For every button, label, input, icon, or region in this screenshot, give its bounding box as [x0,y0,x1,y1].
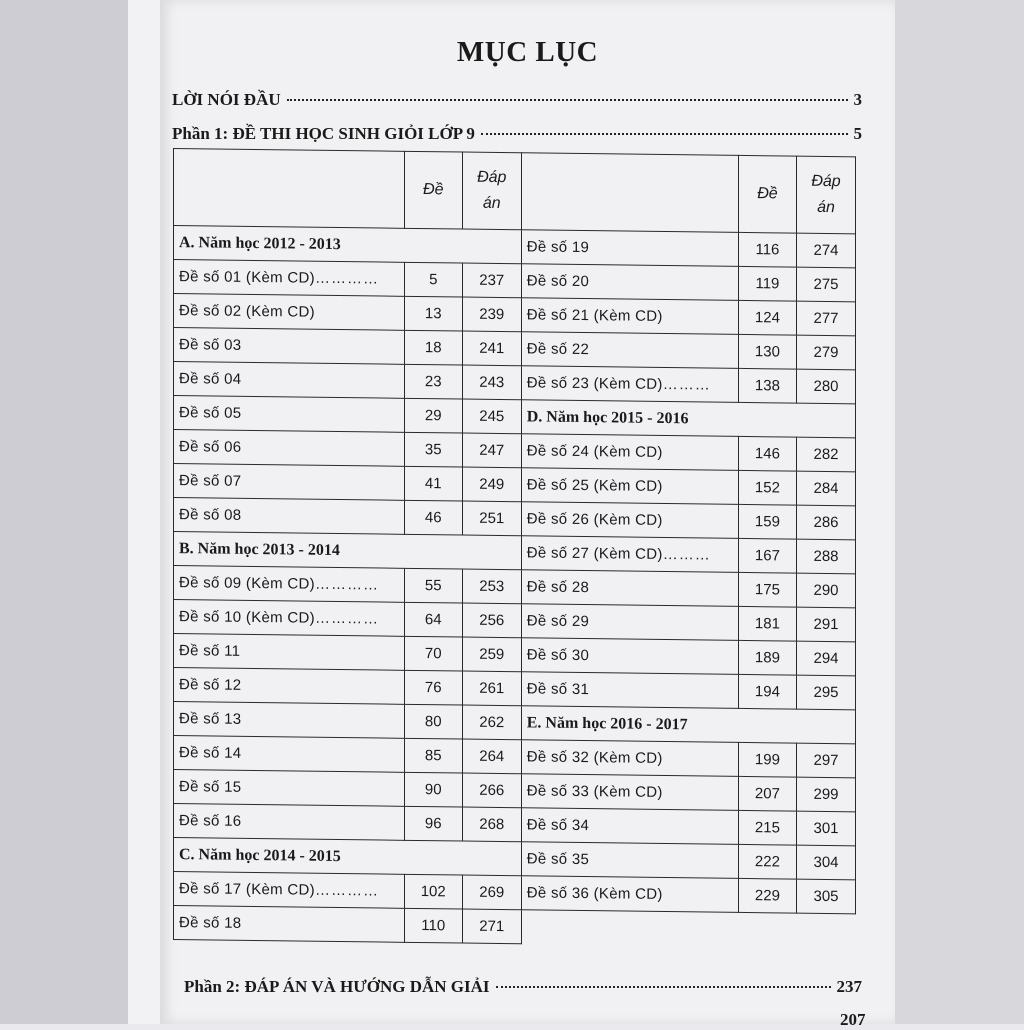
exam-entry-label[interactable] [174,362,405,399]
exam-title: Đề số 22 [526,340,590,359]
exam-page-dapan: 271 [462,909,521,944]
desk-background-right [895,0,1024,1024]
exam-page-de: 90 [404,772,462,807]
desk-background-left [0,0,130,1024]
toc-entry-label: LỜI NÓI ĐẦU [172,90,281,109]
dot-leader [287,99,848,101]
exam-title: Đề số 15 [179,778,242,796]
exam-entry-label[interactable] [521,604,738,641]
exam-page-de: 167 [738,538,796,573]
exam-entry-label[interactable] [174,634,405,671]
header-dapan: Đáp án [797,156,856,234]
exam-page-dapan: 294 [797,641,856,676]
exam-page-dapan: 256 [462,603,521,638]
exam-page-de: 138 [738,368,796,403]
exam-page-dapan: 277 [797,301,856,336]
exam-entry-label[interactable] [174,906,405,943]
exam-page-de: 46 [404,500,462,535]
exam-page-de: 41 [404,466,462,501]
exam-entry-label[interactable] [521,264,738,301]
exam-title: Đề số 05 [179,404,242,422]
exam-entry-label[interactable] [174,736,405,773]
exam-title: Đề số 12 [179,676,242,694]
exam-title: Đề số 30 [526,646,590,665]
exam-page-dapan: 284 [797,471,856,506]
exam-page-de: 23 [404,364,462,399]
exam-title: Đề số 23 (Kèm CD) [526,374,663,393]
exam-page-de: 29 [404,398,462,433]
exam-page-de: 80 [404,704,462,739]
exam-title: Đề số 08 [179,506,242,524]
exam-title: Đề số 07 [179,472,242,490]
exam-page-de: 85 [404,738,462,773]
exam-entry-label[interactable] [174,294,405,331]
exam-entry-label[interactable] [521,468,738,505]
exam-page-de: 96 [404,806,462,841]
exam-title: Đề số 17 (Kèm CD) [179,880,315,899]
previous-page-edge [128,0,161,1024]
exam-page-de: 119 [738,266,796,301]
exam-title: Đề số 04 [179,370,242,388]
dot-leader: ………… [314,269,379,288]
exam-title: Đề số 32 (Kèm CD) [526,748,663,767]
header-blank-cell [521,153,738,233]
section-heading: C. Năm học 2014 - 2015 [174,838,522,876]
exam-page-dapan: 305 [797,879,856,914]
page-title: MỤC LỤC [456,36,599,68]
exam-entry-label[interactable] [521,638,738,675]
exam-page-de: 222 [738,844,796,879]
exam-page-dapan: 301 [797,811,856,846]
exam-page-dapan: 288 [797,539,856,574]
exam-title: Đề số 10 (Kèm CD) [179,608,315,627]
exam-title: Đề số 21 (Kèm CD) [526,306,663,325]
exam-title: Đề số 01 (Kèm CD) [179,268,315,287]
dot-leader [496,986,831,988]
exam-entry-label[interactable] [174,770,405,807]
exam-entry-label[interactable] [521,808,738,845]
exam-page-de: 116 [738,232,796,267]
exam-page-de: 215 [738,810,796,845]
dot-leader: ……… [662,545,711,564]
toc-entry-part1[interactable] [172,124,862,144]
exam-title: Đề số 03 [179,336,242,354]
exam-page-dapan: 275 [797,267,856,302]
exam-title: Đề số 19 [526,238,590,257]
toc-entry-page: 5 [853,124,862,143]
exam-page-dapan: 304 [797,845,856,880]
exam-page-dapan: 237 [462,263,521,298]
exam-page-dapan: 245 [462,399,521,434]
exam-title: Đề số 25 (Kèm CD) [526,476,663,495]
exam-title: Đề số 14 [179,744,242,762]
dot-leader: ………… [314,609,379,628]
exam-page-de: 13 [404,296,462,331]
exam-page-de: 102 [404,874,462,909]
exam-page-de: 130 [738,334,796,369]
exam-entry-label[interactable] [521,298,738,335]
exam-page-dapan: 249 [462,467,521,502]
toc-entry-label: Phần 2: ĐÁP ÁN VÀ HƯỚNG DẪN GIẢI [184,977,490,996]
exam-entry-label[interactable] [174,702,405,739]
exam-page-de: 189 [738,640,796,675]
exam-entry-label[interactable] [521,332,738,369]
toc-entry-page: 237 [836,977,862,996]
exam-entry-label[interactable] [521,740,738,777]
exam-page-dapan: 243 [462,365,521,400]
exam-page-de: 124 [738,300,796,335]
exam-page-de: 175 [738,572,796,607]
exam-page-de: 199 [738,742,796,777]
exam-page-dapan: 262 [462,705,521,740]
exam-title: Đề số 29 [526,612,590,631]
section-heading: A. Năm học 2012 - 2013 [174,226,522,264]
exam-page-de: 35 [404,432,462,467]
exam-page-de: 146 [738,436,796,471]
section-heading: D. Năm học 2015 - 2016 [521,400,855,438]
dot-leader [481,133,848,135]
exam-title: Đề số 31 [526,680,590,699]
exam-entry-label[interactable] [521,842,738,879]
exam-page-dapan: 274 [797,233,856,268]
exam-entry-label[interactable] [174,668,405,705]
exam-entry-label[interactable] [521,672,738,709]
exam-entry-label[interactable] [521,434,738,471]
exam-title: Đề số 06 [179,438,242,456]
exam-page-dapan: 239 [462,297,521,332]
section-heading: B. Năm học 2013 - 2014 [174,532,522,570]
exam-page-dapan: 297 [797,743,856,778]
exam-entry-label[interactable] [174,328,405,365]
exam-page-de: 152 [738,470,796,505]
exam-entry-label[interactable] [521,570,738,607]
exam-entry-label[interactable] [521,230,738,267]
exam-page-dapan: 299 [797,777,856,812]
exam-entry-label[interactable] [174,498,405,535]
toc-entry-part2[interactable] [184,977,862,997]
exam-page-de: 70 [404,636,462,671]
exam-page-de: 229 [738,878,796,913]
book-page [160,0,895,1029]
section-heading: E. Năm học 2016 - 2017 [521,706,855,744]
exam-title: Đề số 36 (Kèm CD) [526,884,663,903]
exam-entry-label[interactable] [174,872,405,909]
exam-page-de: 55 [404,568,462,603]
exam-page-de: 64 [404,602,462,637]
contents-table-body [174,149,856,948]
page-number: 207 [840,1010,866,1029]
exam-page-dapan: 282 [797,437,856,472]
exam-entry-label[interactable] [521,502,738,539]
dot-leader: ………… [314,575,379,594]
exam-page-dapan: 259 [462,637,521,672]
toc-entry-page: 3 [853,90,862,109]
exam-entry-label[interactable] [174,260,405,297]
exam-page-de: 159 [738,504,796,539]
header-blank-cell [174,149,405,229]
exam-title: Đề số 16 [179,812,242,830]
exam-page-dapan: 268 [462,807,521,842]
exam-title: Đề số 13 [179,710,242,728]
header-de: Đề [404,151,462,229]
exam-entry-label[interactable] [521,366,738,403]
exam-page-dapan: 247 [462,433,521,468]
exam-page-de: 207 [738,776,796,811]
exam-entry-label[interactable] [174,804,405,841]
exam-title: Đề số 33 (Kèm CD) [526,782,663,801]
exam-entry-label[interactable] [521,536,738,573]
exam-page-dapan: 253 [462,569,521,604]
exam-page-dapan: 291 [797,607,856,642]
exam-title: Đề số 27 (Kèm CD) [526,544,663,563]
exam-page-dapan: 261 [462,671,521,706]
toc-entry-preface[interactable] [172,90,862,110]
exam-title: Đề số 24 (Kèm CD) [526,442,663,461]
exam-title: Đề số 09 (Kèm CD) [179,574,315,593]
contents-table [173,148,856,948]
exam-page-de: 181 [738,606,796,641]
header-dapan: Đáp án [462,152,521,230]
exam-entry-label[interactable] [174,464,405,501]
exam-page-de: 110 [404,908,462,943]
exam-page-dapan: 241 [462,331,521,366]
exam-page-dapan: 280 [797,369,856,404]
exam-title: Đề số 26 (Kèm CD) [526,510,663,529]
table-header-row [174,149,856,234]
exam-page-de: 194 [738,674,796,709]
exam-entry-label[interactable] [174,396,405,433]
header-de: Đề [738,155,796,233]
exam-title: Đề số 02 (Kèm CD) [179,302,315,321]
exam-page-dapan: 295 [797,675,856,710]
exam-entry-label[interactable] [174,430,405,467]
exam-page-dapan: 279 [797,335,856,370]
toc-entry-label: Phần 1: ĐỀ THI HỌC SINH GIỎI LỚP 9 [172,124,475,143]
empty-cell [521,910,855,948]
exam-page-dapan: 251 [462,501,521,536]
exam-entry-label[interactable] [174,600,405,637]
exam-entry-label[interactable] [521,876,738,913]
exam-page-de: 18 [404,330,462,365]
exam-title: Đề số 28 [526,578,590,597]
exam-page-dapan: 266 [462,773,521,808]
exam-page-dapan: 269 [462,875,521,910]
dot-leader: ………… [314,881,379,900]
exam-title: Đề số 34 [526,816,590,835]
exam-title: Đề số 18 [179,914,242,932]
exam-entry-label[interactable] [174,566,405,603]
exam-title: Đề số 35 [526,850,590,869]
exam-page-dapan: 286 [797,505,856,540]
dot-leader: ……… [662,375,711,394]
exam-title: Đề số 11 [179,642,241,660]
exam-title: Đề số 20 [526,272,590,291]
table-row [174,906,856,948]
exam-page-dapan: 290 [797,573,856,608]
exam-page-de: 76 [404,670,462,705]
exam-page-de: 5 [404,262,462,297]
exam-entry-label[interactable] [521,774,738,811]
exam-page-dapan: 264 [462,739,521,774]
